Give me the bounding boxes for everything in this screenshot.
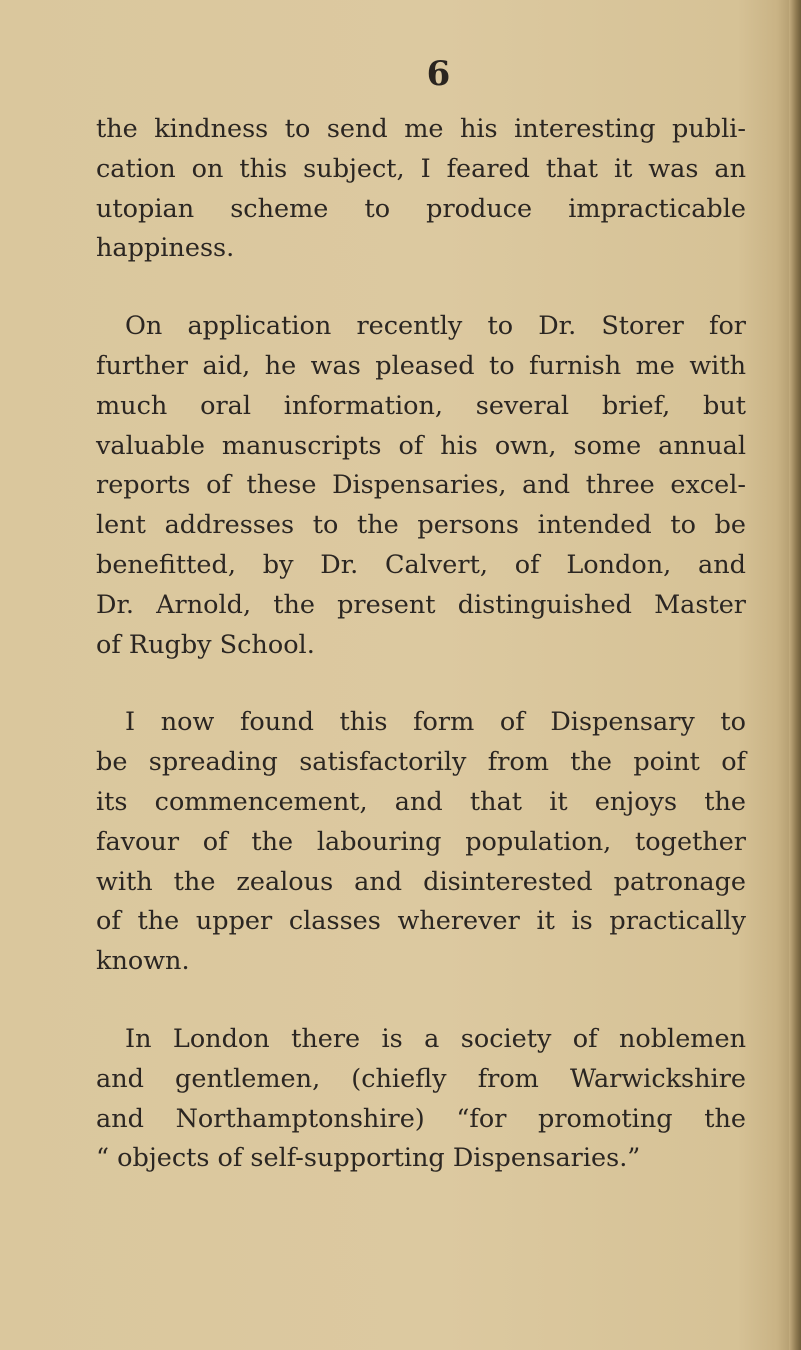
- text-line: valuable manuscripts of his own, some annual: [96, 430, 746, 461]
- text-line: utopian scheme to produce impracticable: [96, 193, 746, 224]
- text-line: of the upper classes wherever it is practically: [96, 906, 746, 937]
- text-line: “ objects of self-supporting Dispensaries.”: [96, 1143, 641, 1174]
- text-line: lent addresses to the persons intended to be: [96, 510, 746, 541]
- text-line: cation on this subject, I feared that it was an: [96, 153, 746, 184]
- text-line: favour of the labouring population, together: [96, 826, 746, 857]
- body-text: [96, 110, 746, 1217]
- paragraph-1: [96, 110, 746, 269]
- text-line: happiness.: [96, 233, 235, 264]
- text-line: known.: [96, 946, 190, 977]
- paragraph-4: [96, 1020, 746, 1179]
- text-line: further aid, he was pleased to furnish me with: [96, 350, 746, 381]
- text-line: its commencement, and that it enjoys the: [96, 786, 746, 817]
- text-line: Dr. Arnold, the present distinguished Master: [96, 589, 746, 620]
- text-line: In London there is a society of noblemen: [125, 1023, 746, 1054]
- text-line: On application recently to Dr. Storer for: [125, 311, 746, 342]
- page-edge: [789, 0, 801, 1350]
- text-line: I now found this form of Dispensary to: [125, 707, 746, 738]
- text-line: with the zealous and disinterested patronage: [96, 866, 746, 897]
- text-line: much oral information, several brief, but: [96, 390, 746, 421]
- text-line: and Northamptonshire) “for promoting the: [96, 1103, 746, 1134]
- paragraph-3: [96, 703, 746, 982]
- text-line: of Rugby School.: [96, 629, 315, 660]
- text-line: be spreading satisfactorily from the point of: [96, 747, 746, 778]
- paragraph-2: [96, 307, 746, 665]
- text-line: benefitted, by Dr. Calvert, of London, and: [96, 549, 746, 580]
- text-line: reports of these Dispensaries, and three excel-: [96, 470, 746, 501]
- text-line: and gentlemen, (chiefly from Warwickshire: [96, 1063, 746, 1094]
- text-line: the kindness to send me his interesting publi-: [96, 114, 746, 144]
- page-number: 6: [426, 54, 451, 94]
